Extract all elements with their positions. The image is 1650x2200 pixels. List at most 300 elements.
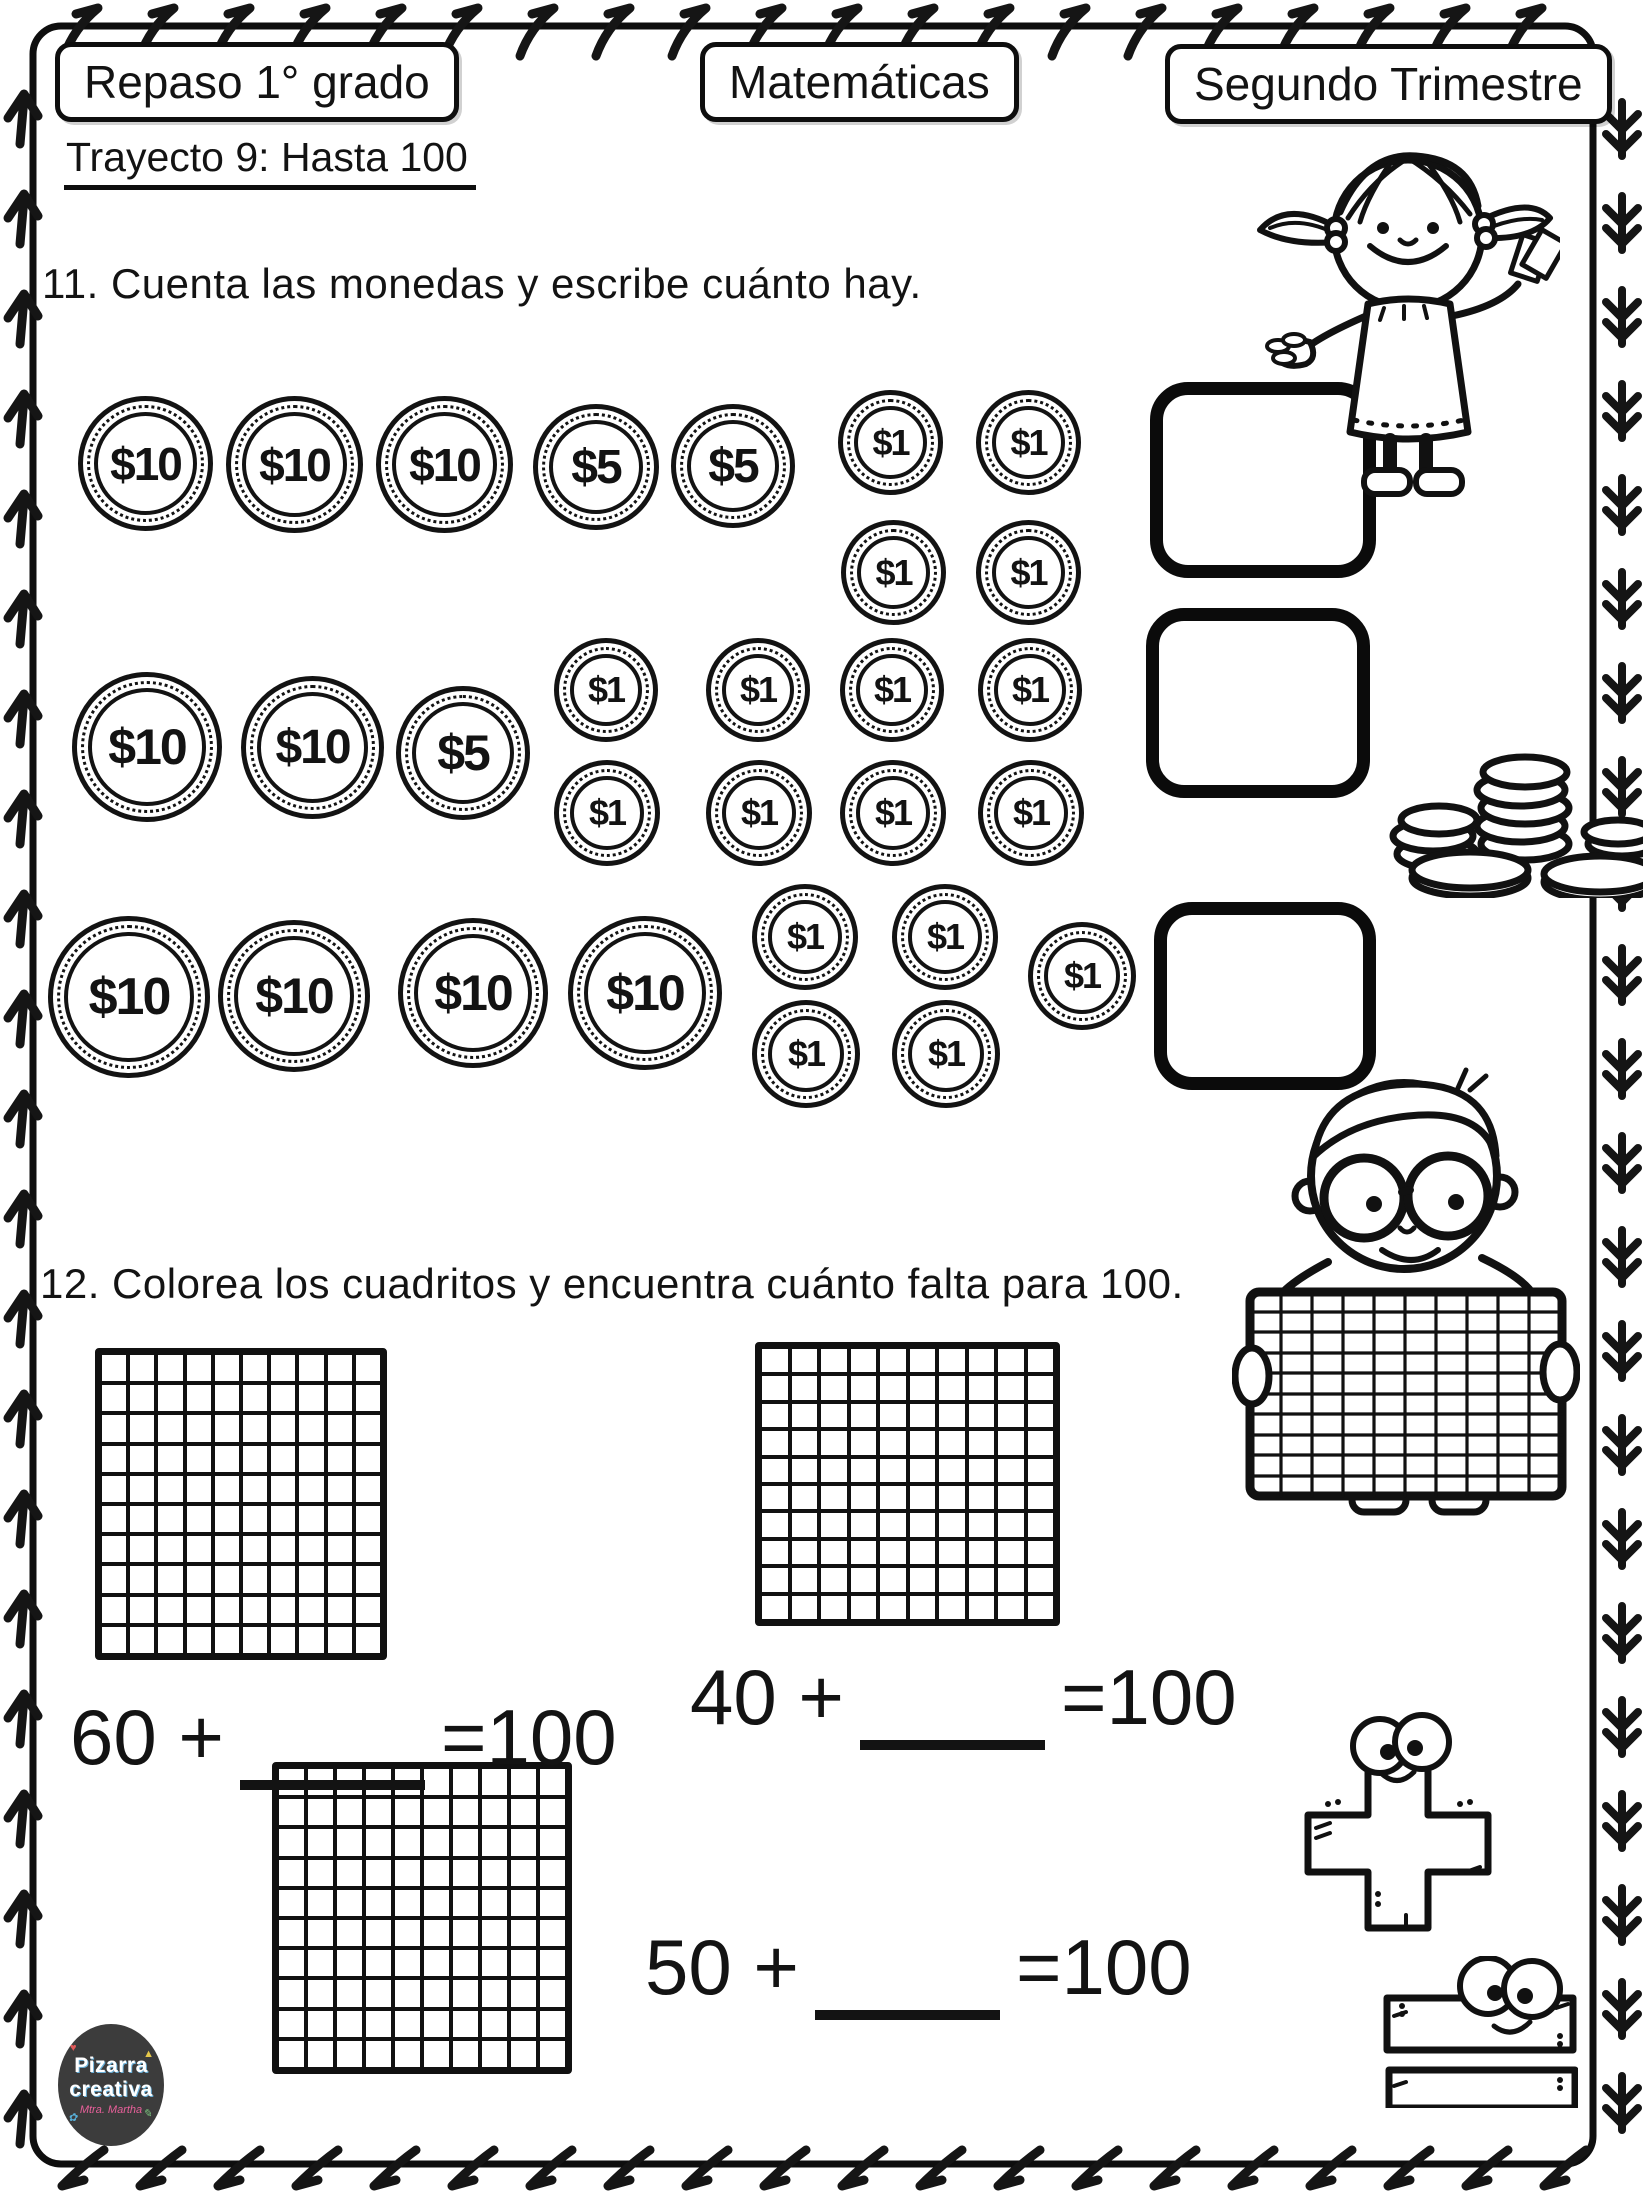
grid-cell[interactable] bbox=[328, 1506, 352, 1532]
grid-cell[interactable] bbox=[1028, 1541, 1054, 1564]
grid-cell[interactable] bbox=[851, 1568, 877, 1591]
grid-cell[interactable] bbox=[482, 1950, 507, 1976]
grid-cell[interactable] bbox=[511, 2011, 536, 2037]
grid-cell[interactable] bbox=[998, 1596, 1024, 1619]
grid-cell[interactable] bbox=[158, 1627, 182, 1653]
grid-cell[interactable] bbox=[215, 1446, 239, 1472]
grid-cell[interactable] bbox=[158, 1566, 182, 1592]
grid-cell[interactable] bbox=[279, 2041, 304, 2067]
grid-cell[interactable] bbox=[243, 1536, 267, 1562]
grid-cell[interactable] bbox=[762, 1404, 788, 1427]
grid-cell[interactable] bbox=[279, 1860, 304, 1886]
grid-cell[interactable] bbox=[158, 1597, 182, 1623]
grid-cell[interactable] bbox=[540, 1950, 565, 1976]
grid-cell[interactable] bbox=[939, 1513, 965, 1536]
grid-cell[interactable] bbox=[880, 1404, 906, 1427]
grid-cell[interactable] bbox=[939, 1404, 965, 1427]
grid-cell[interactable] bbox=[215, 1355, 239, 1381]
grid-cell[interactable] bbox=[762, 1431, 788, 1454]
grid-cell[interactable] bbox=[279, 1799, 304, 1825]
grid-cell[interactable] bbox=[271, 1355, 295, 1381]
grid-cell[interactable] bbox=[821, 1568, 847, 1591]
grid-cell[interactable] bbox=[187, 1597, 211, 1623]
grid-cell[interactable] bbox=[762, 1349, 788, 1372]
grid-cell[interactable] bbox=[1028, 1376, 1054, 1399]
grid-cell[interactable] bbox=[424, 2041, 449, 2067]
grid-cell[interactable] bbox=[395, 1860, 420, 1886]
equation-blank[interactable] bbox=[815, 2010, 1000, 2020]
grid-cell[interactable] bbox=[511, 1950, 536, 1976]
grid-cell[interactable] bbox=[792, 1596, 818, 1619]
grid-cell[interactable] bbox=[356, 1627, 380, 1653]
grid-cell[interactable] bbox=[328, 1476, 352, 1502]
grid-cell[interactable] bbox=[328, 1566, 352, 1592]
grid-cell[interactable] bbox=[540, 2041, 565, 2067]
grid-cell[interactable] bbox=[792, 1459, 818, 1482]
grid-cell[interactable] bbox=[880, 1596, 906, 1619]
grid-cell[interactable] bbox=[1028, 1568, 1054, 1591]
grid-cell[interactable] bbox=[356, 1536, 380, 1562]
grid-cell[interactable] bbox=[939, 1431, 965, 1454]
grid-cell[interactable] bbox=[130, 1597, 154, 1623]
grid-cell[interactable] bbox=[821, 1349, 847, 1372]
grid-cell[interactable] bbox=[102, 1597, 126, 1623]
grid-cell[interactable] bbox=[299, 1446, 323, 1472]
grid-cell[interactable] bbox=[969, 1596, 995, 1619]
grid-cell[interactable] bbox=[356, 1385, 380, 1411]
grid-cell[interactable] bbox=[158, 1415, 182, 1441]
grid-cell[interactable] bbox=[215, 1627, 239, 1653]
grid-cell[interactable] bbox=[102, 1566, 126, 1592]
grid-cell[interactable] bbox=[328, 1385, 352, 1411]
grid-cell[interactable] bbox=[880, 1568, 906, 1591]
grid-cell[interactable] bbox=[243, 1506, 267, 1532]
grid-cell[interactable] bbox=[821, 1404, 847, 1427]
grid-cell[interactable] bbox=[453, 2041, 478, 2067]
grid-cell[interactable] bbox=[395, 1799, 420, 1825]
grid-cell[interactable] bbox=[215, 1476, 239, 1502]
grid-cell[interactable] bbox=[130, 1627, 154, 1653]
grid-cell[interactable] bbox=[821, 1376, 847, 1399]
grid-cell[interactable] bbox=[337, 1950, 362, 1976]
grid-cell[interactable] bbox=[511, 1920, 536, 1946]
grid-cell[interactable] bbox=[939, 1568, 965, 1591]
grid-cell[interactable] bbox=[102, 1355, 126, 1381]
grid-cell[interactable] bbox=[762, 1541, 788, 1564]
grid-cell[interactable] bbox=[299, 1415, 323, 1441]
grid-cell[interactable] bbox=[308, 1980, 333, 2006]
grid-cell[interactable] bbox=[482, 1860, 507, 1886]
grid-cell[interactable] bbox=[215, 1566, 239, 1592]
grid-cell[interactable] bbox=[482, 1890, 507, 1916]
grid-cell[interactable] bbox=[308, 1950, 333, 1976]
grid-cell[interactable] bbox=[540, 1980, 565, 2006]
grid-cell[interactable] bbox=[356, 1506, 380, 1532]
grid-cell[interactable] bbox=[271, 1597, 295, 1623]
grid-cell[interactable] bbox=[453, 1890, 478, 1916]
grid-cell[interactable] bbox=[998, 1404, 1024, 1427]
grid-cell[interactable] bbox=[395, 1980, 420, 2006]
grid-cell[interactable] bbox=[328, 1597, 352, 1623]
grid-cell[interactable] bbox=[102, 1536, 126, 1562]
grid-cell[interactable] bbox=[356, 1476, 380, 1502]
grid-cell[interactable] bbox=[540, 1890, 565, 1916]
grid-cell[interactable] bbox=[1028, 1404, 1054, 1427]
grid-cell[interactable] bbox=[453, 1860, 478, 1886]
grid-cell[interactable] bbox=[821, 1431, 847, 1454]
grid-cell[interactable] bbox=[910, 1431, 936, 1454]
grid-cell[interactable] bbox=[880, 1541, 906, 1564]
grid-cell[interactable] bbox=[366, 1920, 391, 1946]
grid-cell[interactable] bbox=[308, 1890, 333, 1916]
grid-cell[interactable] bbox=[540, 1920, 565, 1946]
grid-cell[interactable] bbox=[337, 2041, 362, 2067]
grid-cell[interactable] bbox=[939, 1349, 965, 1372]
equation-blank[interactable] bbox=[240, 1780, 425, 1790]
grid-cell[interactable] bbox=[851, 1541, 877, 1564]
grid-cell[interactable] bbox=[482, 2011, 507, 2037]
grid-cell[interactable] bbox=[424, 1799, 449, 1825]
grid-cell[interactable] bbox=[130, 1355, 154, 1381]
grid-cell[interactable] bbox=[215, 1597, 239, 1623]
grid-cell[interactable] bbox=[337, 1890, 362, 1916]
grid-cell[interactable] bbox=[792, 1376, 818, 1399]
grid-cell[interactable] bbox=[821, 1459, 847, 1482]
grid-cell[interactable] bbox=[130, 1506, 154, 1532]
grid-cell[interactable] bbox=[299, 1506, 323, 1532]
grid-cell[interactable] bbox=[424, 1890, 449, 1916]
grid-cell[interactable] bbox=[102, 1415, 126, 1441]
grid-cell[interactable] bbox=[880, 1459, 906, 1482]
grid-cell[interactable] bbox=[969, 1376, 995, 1399]
grid-cell[interactable] bbox=[328, 1415, 352, 1441]
grid-cell[interactable] bbox=[130, 1385, 154, 1411]
grid-cell[interactable] bbox=[395, 1890, 420, 1916]
grid-cell[interactable] bbox=[1028, 1349, 1054, 1372]
grid-cell[interactable] bbox=[271, 1627, 295, 1653]
grid-cell[interactable] bbox=[243, 1385, 267, 1411]
grid-cell[interactable] bbox=[337, 1799, 362, 1825]
grid-cell[interactable] bbox=[102, 1385, 126, 1411]
grid-cell[interactable] bbox=[998, 1568, 1024, 1591]
hundreds-grid-1[interactable] bbox=[95, 1348, 387, 1660]
grid-cell[interactable] bbox=[453, 1920, 478, 1946]
grid-cell[interactable] bbox=[540, 1829, 565, 1855]
grid-cell[interactable] bbox=[453, 2011, 478, 2037]
grid-cell[interactable] bbox=[511, 1829, 536, 1855]
grid-cell[interactable] bbox=[511, 1890, 536, 1916]
grid-cell[interactable] bbox=[792, 1513, 818, 1536]
grid-cell[interactable] bbox=[337, 1829, 362, 1855]
grid-cell[interactable] bbox=[308, 1829, 333, 1855]
grid-cell[interactable] bbox=[998, 1459, 1024, 1482]
grid-cell[interactable] bbox=[939, 1376, 965, 1399]
grid-cell[interactable] bbox=[762, 1568, 788, 1591]
grid-cell[interactable] bbox=[130, 1446, 154, 1472]
grid-cell[interactable] bbox=[910, 1376, 936, 1399]
grid-cell[interactable] bbox=[187, 1385, 211, 1411]
grid-cell[interactable] bbox=[328, 1536, 352, 1562]
grid-cell[interactable] bbox=[243, 1446, 267, 1472]
grid-cell[interactable] bbox=[821, 1541, 847, 1564]
grid-cell[interactable] bbox=[279, 1890, 304, 1916]
grid-cell[interactable] bbox=[910, 1349, 936, 1372]
grid-cell[interactable] bbox=[243, 1476, 267, 1502]
grid-cell[interactable] bbox=[299, 1385, 323, 1411]
grid-cell[interactable] bbox=[540, 2011, 565, 2037]
grid-cell[interactable] bbox=[910, 1541, 936, 1564]
grid-cell[interactable] bbox=[1028, 1459, 1054, 1482]
grid-cell[interactable] bbox=[337, 1920, 362, 1946]
grid-cell[interactable] bbox=[271, 1446, 295, 1472]
grid-cell[interactable] bbox=[969, 1349, 995, 1372]
grid-cell[interactable] bbox=[395, 1950, 420, 1976]
grid-cell[interactable] bbox=[243, 1415, 267, 1441]
grid-cell[interactable] bbox=[482, 1980, 507, 2006]
grid-cell[interactable] bbox=[215, 1536, 239, 1562]
grid-cell[interactable] bbox=[939, 1486, 965, 1509]
logo-title-line1: Pizarra bbox=[74, 2054, 148, 2077]
grid-cell[interactable] bbox=[243, 1627, 267, 1653]
grid-cell[interactable] bbox=[424, 2011, 449, 2037]
grid-cell[interactable] bbox=[910, 1486, 936, 1509]
grid-cell[interactable] bbox=[328, 1446, 352, 1472]
grid-cell[interactable] bbox=[158, 1385, 182, 1411]
grid-cell[interactable] bbox=[279, 1950, 304, 1976]
grid-cell[interactable] bbox=[792, 1568, 818, 1591]
grid-cell[interactable] bbox=[395, 2041, 420, 2067]
grid-cell[interactable] bbox=[880, 1431, 906, 1454]
grid-cell[interactable] bbox=[271, 1385, 295, 1411]
grid-cell[interactable] bbox=[271, 1506, 295, 1532]
grid-cell[interactable] bbox=[130, 1476, 154, 1502]
grid-cell[interactable] bbox=[821, 1596, 847, 1619]
grid-cell[interactable] bbox=[243, 1566, 267, 1592]
grid-cell[interactable] bbox=[851, 1404, 877, 1427]
grid-cell[interactable] bbox=[187, 1536, 211, 1562]
grid-cell[interactable] bbox=[511, 1860, 536, 1886]
grid-cell[interactable] bbox=[158, 1506, 182, 1532]
grid-cell[interactable] bbox=[308, 2011, 333, 2037]
grid-cell[interactable] bbox=[851, 1376, 877, 1399]
grid-cell[interactable] bbox=[187, 1476, 211, 1502]
grid-cell[interactable] bbox=[337, 1980, 362, 2006]
grid-cell[interactable] bbox=[187, 1355, 211, 1381]
grid-cell[interactable] bbox=[969, 1541, 995, 1564]
grid-cell[interactable] bbox=[395, 2011, 420, 2037]
grid-cell[interactable] bbox=[130, 1415, 154, 1441]
grid-cell[interactable] bbox=[308, 1799, 333, 1825]
grid-cell[interactable] bbox=[969, 1513, 995, 1536]
grid-cell[interactable] bbox=[328, 1627, 352, 1653]
grid-cell[interactable] bbox=[424, 1860, 449, 1886]
grid-cell[interactable] bbox=[910, 1596, 936, 1619]
grid-cell[interactable] bbox=[328, 1355, 352, 1381]
grid-cell[interactable] bbox=[998, 1431, 1024, 1454]
grid-cell[interactable] bbox=[337, 1860, 362, 1886]
grid-cell[interactable] bbox=[366, 1950, 391, 1976]
grid-cell[interactable] bbox=[910, 1404, 936, 1427]
grid-cell[interactable] bbox=[187, 1415, 211, 1441]
grid-cell[interactable] bbox=[308, 2041, 333, 2067]
grid-cell[interactable] bbox=[792, 1349, 818, 1372]
grid-cell[interactable] bbox=[792, 1431, 818, 1454]
grid-cell[interactable] bbox=[424, 1980, 449, 2006]
grid-cell[interactable] bbox=[792, 1486, 818, 1509]
grid-cell[interactable] bbox=[395, 1829, 420, 1855]
grid-cell[interactable] bbox=[102, 1627, 126, 1653]
grid-cell[interactable] bbox=[851, 1596, 877, 1619]
grid-cell[interactable] bbox=[337, 2011, 362, 2037]
grid-cell[interactable] bbox=[998, 1376, 1024, 1399]
grid-cell[interactable] bbox=[969, 1459, 995, 1482]
grid-cell[interactable] bbox=[453, 1799, 478, 1825]
grid-cell[interactable] bbox=[243, 1597, 267, 1623]
grid-cell[interactable] bbox=[969, 1486, 995, 1509]
grid-cell[interactable] bbox=[356, 1597, 380, 1623]
grid-cell[interactable] bbox=[762, 1513, 788, 1536]
grid-cell[interactable] bbox=[424, 1920, 449, 1946]
grid-cell[interactable] bbox=[762, 1376, 788, 1399]
answer-box-row2[interactable] bbox=[1146, 608, 1370, 798]
grid-cell[interactable] bbox=[215, 1415, 239, 1441]
grid-cell[interactable] bbox=[482, 2041, 507, 2067]
equation-blank[interactable] bbox=[860, 1740, 1045, 1750]
grid-cell[interactable] bbox=[511, 2041, 536, 2067]
grid-cell[interactable] bbox=[998, 1541, 1024, 1564]
hundreds-grid-3[interactable] bbox=[272, 1762, 572, 2074]
grid-cell[interactable] bbox=[243, 1355, 267, 1381]
grid-cell[interactable] bbox=[299, 1536, 323, 1562]
grid-cell[interactable] bbox=[187, 1627, 211, 1653]
grid-cell[interactable] bbox=[299, 1627, 323, 1653]
grid-cell[interactable] bbox=[1028, 1486, 1054, 1509]
grid-cell[interactable] bbox=[279, 2011, 304, 2037]
grid-cell[interactable] bbox=[158, 1355, 182, 1381]
grid-cell[interactable] bbox=[299, 1476, 323, 1502]
grid-cell[interactable] bbox=[366, 1860, 391, 1886]
grid-cell[interactable] bbox=[762, 1486, 788, 1509]
grid-cell[interactable] bbox=[482, 1799, 507, 1825]
grid-cell[interactable] bbox=[102, 1506, 126, 1532]
grid-cell[interactable] bbox=[158, 1536, 182, 1562]
grid-cell[interactable] bbox=[366, 2011, 391, 2037]
grid-cell[interactable] bbox=[540, 1860, 565, 1886]
grid-cell[interactable] bbox=[880, 1349, 906, 1372]
grid-cell[interactable] bbox=[102, 1476, 126, 1502]
grid-cell[interactable] bbox=[851, 1513, 877, 1536]
grid-cell[interactable] bbox=[910, 1513, 936, 1536]
grid-cell[interactable] bbox=[279, 1920, 304, 1946]
grid-cell[interactable] bbox=[482, 1829, 507, 1855]
grid-cell[interactable] bbox=[395, 1920, 420, 1946]
grid-cell[interactable] bbox=[998, 1513, 1024, 1536]
grid-cell[interactable] bbox=[215, 1506, 239, 1532]
grid-cell[interactable] bbox=[910, 1568, 936, 1591]
grid-cell[interactable] bbox=[271, 1566, 295, 1592]
grid-cell[interactable] bbox=[453, 1950, 478, 1976]
grid-cell[interactable] bbox=[1028, 1513, 1054, 1536]
grid-cell[interactable] bbox=[939, 1459, 965, 1482]
grid-cell[interactable] bbox=[792, 1404, 818, 1427]
grid-cell[interactable] bbox=[271, 1476, 295, 1502]
grid-cell[interactable] bbox=[424, 1829, 449, 1855]
unit-title: Trayecto 9: Hasta 100 bbox=[64, 134, 476, 190]
grid-cell[interactable] bbox=[279, 1980, 304, 2006]
boy-with-grid-clipart bbox=[1232, 1056, 1580, 1522]
grid-cell[interactable] bbox=[299, 1566, 323, 1592]
grid-cell[interactable] bbox=[356, 1415, 380, 1441]
grid-cell[interactable] bbox=[851, 1431, 877, 1454]
grid-cell[interactable] bbox=[308, 1860, 333, 1886]
grid-cell[interactable] bbox=[511, 1799, 536, 1825]
grid-cell[interactable] bbox=[453, 1980, 478, 2006]
grid-cell[interactable] bbox=[851, 1486, 877, 1509]
grid-cell[interactable] bbox=[910, 1459, 936, 1482]
grid-cell[interactable] bbox=[424, 1950, 449, 1976]
grid-cell[interactable] bbox=[158, 1446, 182, 1472]
grid-cell[interactable] bbox=[366, 1890, 391, 1916]
grid-cell[interactable] bbox=[271, 1415, 295, 1441]
grid-cell[interactable] bbox=[880, 1513, 906, 1536]
grid-cell[interactable] bbox=[279, 1829, 304, 1855]
grid-cell[interactable] bbox=[969, 1404, 995, 1427]
grid-cell[interactable] bbox=[308, 1920, 333, 1946]
grid-cell[interactable] bbox=[366, 1829, 391, 1855]
grid-cell[interactable] bbox=[366, 1799, 391, 1825]
grid-cell[interactable] bbox=[880, 1486, 906, 1509]
grid-cell[interactable] bbox=[356, 1446, 380, 1472]
grid-cell[interactable] bbox=[130, 1566, 154, 1592]
grid-cell[interactable] bbox=[821, 1486, 847, 1509]
grid-cell[interactable] bbox=[299, 1355, 323, 1381]
grid-cell[interactable] bbox=[969, 1431, 995, 1454]
grid-cell[interactable] bbox=[851, 1459, 877, 1482]
grid-cell[interactable] bbox=[366, 1980, 391, 2006]
grid-cell[interactable] bbox=[215, 1385, 239, 1411]
grid-cell[interactable] bbox=[969, 1568, 995, 1591]
grid-cell[interactable] bbox=[762, 1596, 788, 1619]
grid-cell[interactable] bbox=[187, 1566, 211, 1592]
grid-cell[interactable] bbox=[939, 1541, 965, 1564]
grid-cell[interactable] bbox=[482, 1920, 507, 1946]
grid-cell[interactable] bbox=[187, 1446, 211, 1472]
grid-cell[interactable] bbox=[102, 1446, 126, 1472]
grid-cell[interactable] bbox=[453, 1829, 478, 1855]
grid-cell[interactable] bbox=[998, 1349, 1024, 1372]
grid-cell[interactable] bbox=[821, 1513, 847, 1536]
grid-cell[interactable] bbox=[356, 1566, 380, 1592]
grid-cell[interactable] bbox=[356, 1355, 380, 1381]
grid-cell[interactable] bbox=[998, 1486, 1024, 1509]
grid-cell[interactable] bbox=[1028, 1596, 1054, 1619]
grid-cell[interactable] bbox=[851, 1349, 877, 1372]
grid-cell[interactable] bbox=[187, 1506, 211, 1532]
grid-cell[interactable] bbox=[939, 1596, 965, 1619]
grid-cell[interactable] bbox=[299, 1597, 323, 1623]
grid-cell[interactable] bbox=[880, 1376, 906, 1399]
grid-cell[interactable] bbox=[792, 1541, 818, 1564]
grid-cell[interactable] bbox=[130, 1536, 154, 1562]
grid-cell[interactable] bbox=[540, 1799, 565, 1825]
hundreds-grid-2[interactable] bbox=[755, 1342, 1060, 1626]
grid-cell[interactable] bbox=[1028, 1431, 1054, 1454]
grid-cell[interactable] bbox=[762, 1459, 788, 1482]
grid-cell[interactable] bbox=[366, 2041, 391, 2067]
grid-cell[interactable] bbox=[158, 1476, 182, 1502]
grid-cell[interactable] bbox=[271, 1536, 295, 1562]
grid-cell[interactable] bbox=[511, 1980, 536, 2006]
